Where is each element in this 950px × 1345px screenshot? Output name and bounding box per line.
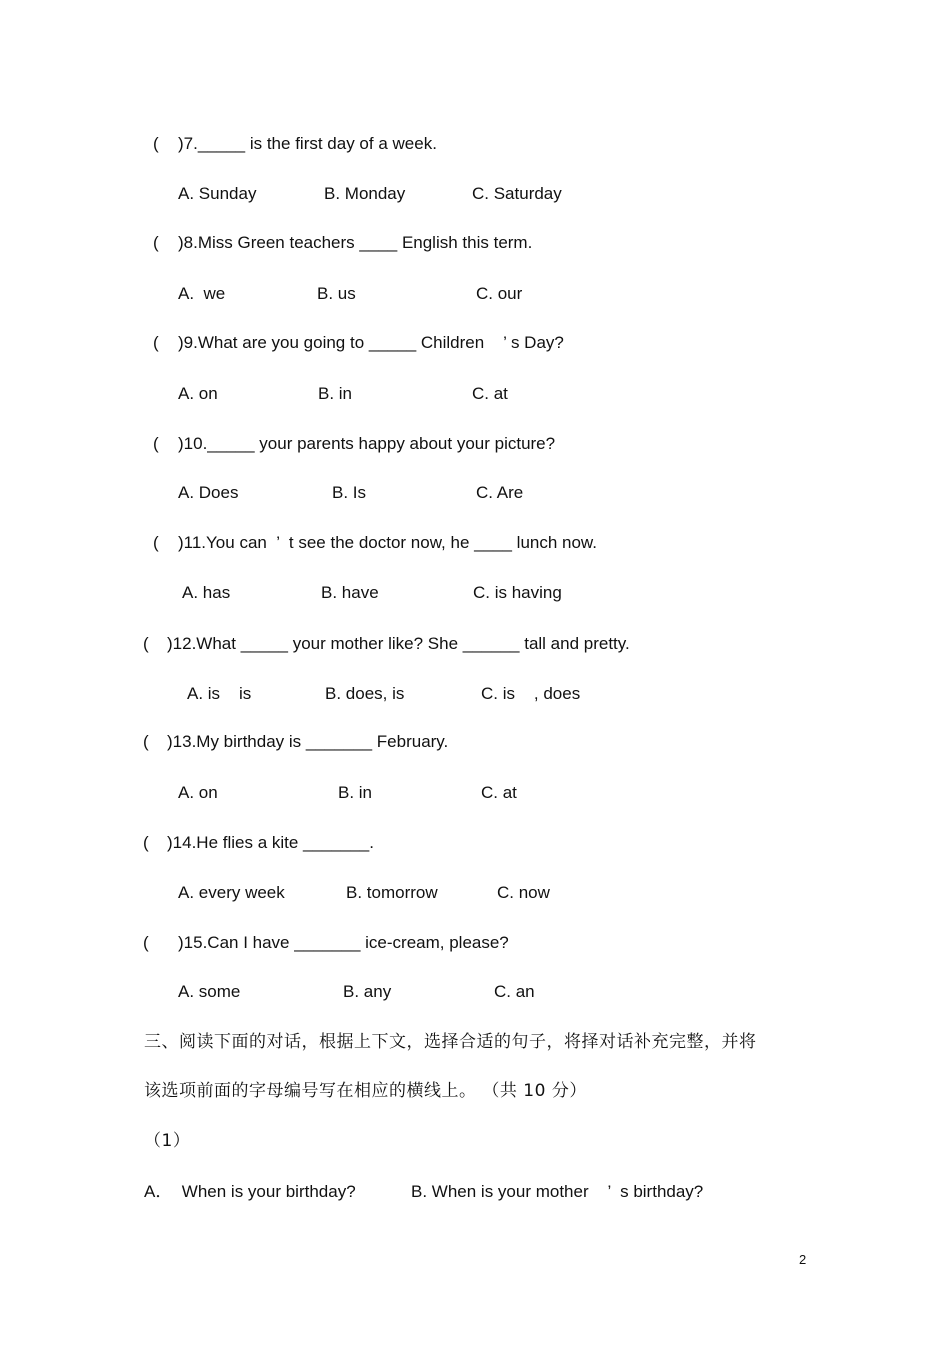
question-9-option-a: A. on	[178, 384, 218, 403]
question-13-option-b: B. in	[338, 783, 373, 802]
question-12-option-b: B. does, is	[325, 684, 405, 703]
question-11-option-b: B. have	[321, 583, 379, 602]
question-8-paren: (	[153, 233, 159, 252]
question-11-option-a: A. has	[182, 583, 231, 602]
question-12-option-a: A. is is	[187, 684, 252, 703]
question-7-option-b: B. Monday	[324, 184, 406, 203]
question-15-stem: )15.Can I have _______ ice-cream, please?	[178, 933, 509, 952]
question-8-stem: )8.Miss Green teachers ____ English this term.	[178, 233, 533, 252]
question-10-option-c: C. Are	[476, 483, 524, 502]
question-12-stem: )12.What _____ your mother like? She ______ tall and pretty.	[167, 634, 630, 653]
question-10-option-a: A. Does	[178, 483, 239, 502]
question-14-option-c: C. now	[497, 883, 550, 902]
question-9-stem: )9.What are you going to _____ Children ’ s Day?	[178, 333, 564, 352]
section-3-option-b: B. When is your mother ’ s birthday?	[411, 1182, 704, 1201]
question-15-option-c: C. an	[494, 982, 535, 1001]
question-12-paren: (	[143, 634, 149, 653]
section-3-instruction-line-2: 该选项前面的字母编号写在相应的横线上。 （共 10 分）	[144, 1081, 587, 1101]
question-8-option-b: B. us	[317, 284, 356, 303]
question-15-option-a: A. some	[178, 982, 241, 1001]
question-7-paren: (	[153, 134, 159, 153]
question-14-stem: )14.He flies a kite _______.	[167, 833, 374, 852]
question-7-option-a: A. Sunday	[178, 184, 257, 203]
question-7-option-c: C. Saturday	[472, 184, 562, 203]
question-8-option-a: A. we	[178, 284, 226, 303]
question-12-option-c: C. is , does	[481, 684, 581, 703]
section-3-option-a: A． When is your birthday?	[144, 1182, 356, 1201]
question-8-option-c: C. our	[476, 284, 523, 303]
question-10-stem: )10._____ your parents happy about your picture?	[178, 434, 556, 453]
page-number: 2	[799, 1252, 807, 1267]
question-14-paren: (	[143, 833, 149, 852]
question-13-stem: )13.My birthday is _______ February.	[167, 732, 449, 751]
question-11-stem: )11.You can ’ t see the doctor now, he ____ lunch now.	[178, 533, 597, 552]
section-3-instruction-line-1: 三、阅读下面的对话，根据上下文，选择合适的句子，将择对话补充完整，并将	[144, 1032, 757, 1052]
question-11-option-c: C. is having	[473, 583, 562, 602]
section-3-sub-number: （1）	[144, 1131, 191, 1151]
question-14-option-b: B. tomorrow	[346, 883, 438, 902]
question-9-option-b: B. in	[318, 384, 353, 403]
question-10-option-b: B. Is	[332, 483, 367, 502]
question-7-stem: )7._____ is the first day of a week.	[178, 134, 437, 153]
question-10-paren: (	[153, 434, 159, 453]
question-15-paren: (	[143, 933, 149, 952]
question-14-option-a: A. every week	[178, 883, 285, 902]
question-15-option-b: B. any	[343, 982, 392, 1001]
question-13-option-c: C. at	[481, 783, 517, 802]
question-13-paren: (	[143, 732, 149, 751]
question-11-paren: (	[153, 533, 159, 552]
question-9-paren: (	[153, 333, 159, 352]
question-13-option-a: A. on	[178, 783, 218, 802]
question-9-option-c: C. at	[472, 384, 508, 403]
